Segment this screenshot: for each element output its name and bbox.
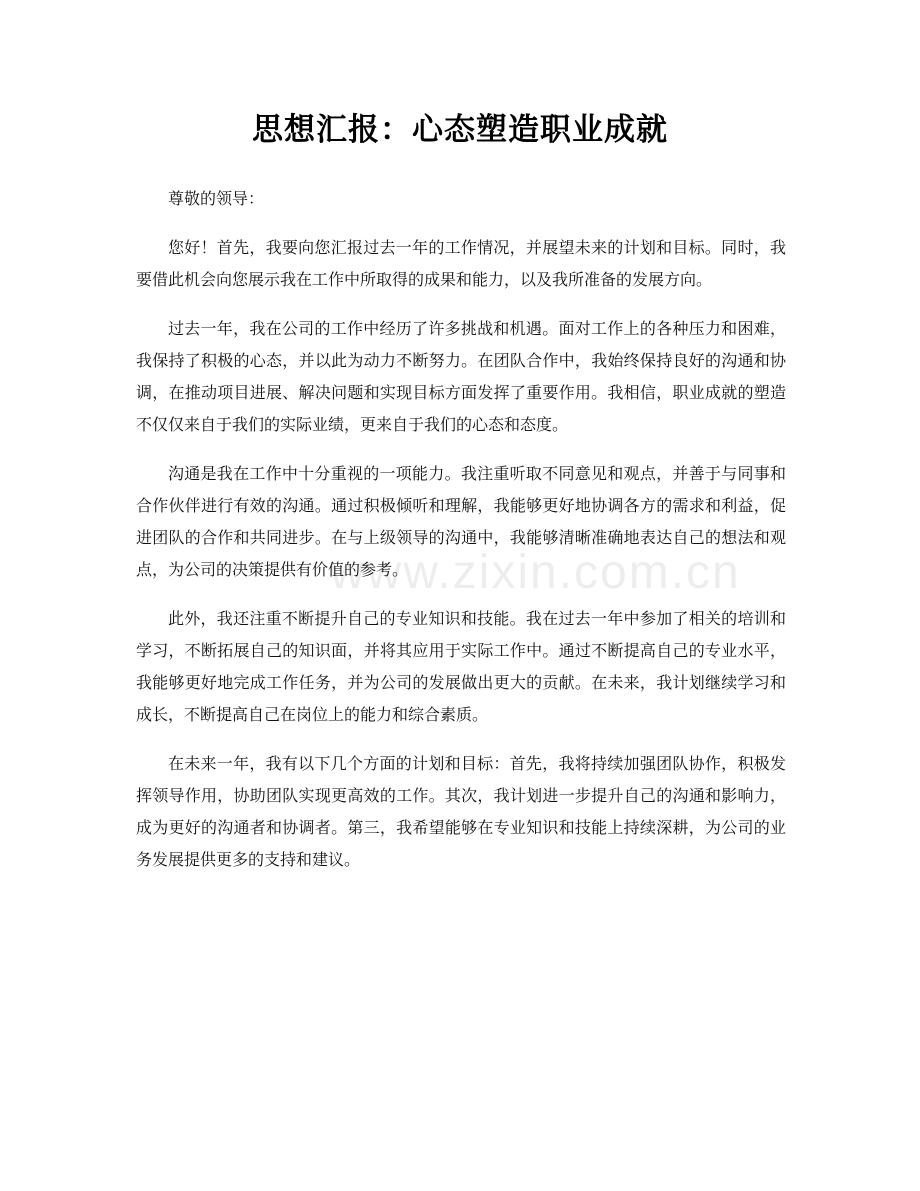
document-body: [136, 183, 786, 893]
paragraph-skills: 此外，我还注重不断提升自己的专业知识和技能。我在过去一年中参加了相关的培训和学习，不断拓展自己的知识面，并将其应用于实际工作中。通过不断提高自己的专业水平，我能够更好地完成工作任务，并为公司的发展做出更大的贡献。在未来，我计划继续学习和成长，不断提高自己在岗位上的能力和综合素质。: [136, 609, 786, 724]
salutation: 尊敬的领导：: [168, 189, 265, 208]
paragraph-communication: 沟通是我在工作中十分重视的一项能力。我注重听取不同意见和观点，并善于与同事和合作伙伴进行有效的沟通。通过积极倾听和理解，我能够更好地协调各方的需求和利益，促进团队的合作和共同进步。在与上级领导的沟通中，我能够清晰准确地表达自己的想法和观点，为公司的决策提供有价值的参考。: [136, 464, 786, 579]
document-title: 思想汇报：心态塑造职业成就: [252, 112, 668, 148]
paragraph-past-year: 过去一年，我在公司的工作中经历了许多挑战和机遇。面对工作上的各种压力和困难，我保持了积极的心态，并以此为动力不断努力。在团队合作中，我始终保持良好的沟通和协调，在推动项目进展、解决问题和实现目标方面发挥了重要作用。我相信，职业成就的塑造不仅仅来自于我们的实际业绩，更来自于我们的心态和态度。: [136, 319, 786, 434]
paragraph-intro: 您好！首先，我要向您汇报过去一年的工作情况，并展望未来的计划和目标。同时，我要借此机会向您展示我在工作中所取得的成果和能力，以及我所准备的发展方向。: [136, 238, 786, 289]
watermark: www.zixin.com.cn: [330, 546, 741, 599]
paragraph-plans: 在未来一年，我有以下几个方面的计划和目标：首先，我将持续加强团队协作，积极发挥领导作用，协助团队实现更高效的工作。其次，我计划进一步提升自己的沟通和影响力，成为更好的沟通者和协调者。第三，我希望能够在专业知识和技能上持续深耕，为公司的业务发展提供更多的支持和建议。: [136, 754, 786, 869]
